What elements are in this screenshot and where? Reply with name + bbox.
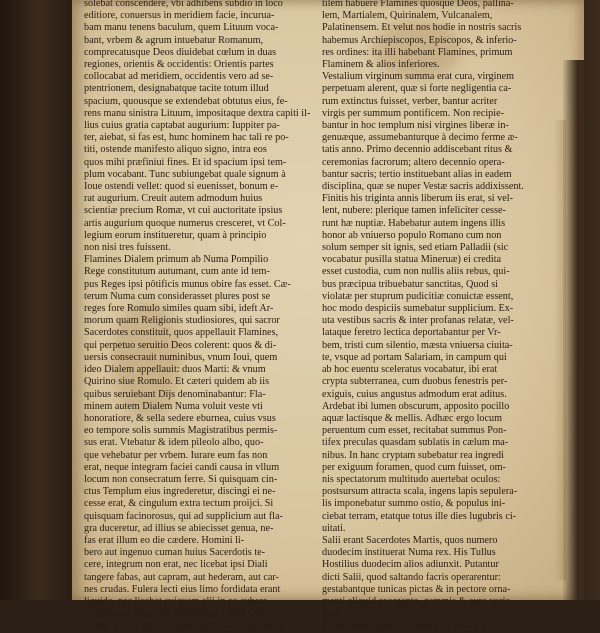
- text-line: cere, integrum non erat, nec licebat ipsi Diali: [84, 559, 268, 571]
- text-line: locum non consecratum ferre. Si quisquam cin-: [84, 473, 278, 485]
- text-line: Palatinensem. Et velut nos hodie in nostris sacris: [322, 22, 522, 34]
- text-line: Salii erant Sacerdotes Martis, quos numero: [322, 534, 498, 546]
- text-line: Sacerdotes constituit, quos appellauit Flamines,: [84, 327, 279, 339]
- text-line: disciplina, quæ se nuper Vestæ sacris addixissent.: [322, 181, 524, 193]
- text-line: collocabat ad meridiem, occidentis vero ad se-: [84, 71, 274, 83]
- text-line: quisquam facinorosus, qui ad supplicium aut fla-: [84, 510, 283, 522]
- text-line: te, vsque ad portam Salariam, in campum qui: [322, 351, 507, 363]
- text-line: lis sub arbore terram condi oportebat, impositi fi-: [84, 620, 285, 632]
- text-line: violatæ per stuprum pudicitiæ conuictæ essent,: [322, 290, 514, 302]
- text-line: regiones, orientis & occidentis: Orientis partes: [84, 59, 274, 71]
- text-line: liquido, nec licebat cuiquam alii in eo cubare.: [84, 595, 270, 607]
- text-line: gra duceretur, ad illius se abiecisset genua, ne-: [84, 522, 274, 534]
- text-line: esset custodia, cum non nullis aliis rebus, qui-: [322, 266, 510, 278]
- text-line: titi, ostende manifesto aliquo signo, intra eos: [84, 144, 267, 156]
- text-line: rens manu sinistra Lituum, impositaque dextra capiti il-: [84, 107, 311, 119]
- text-line: plum vocabant. Tunc subiungebat quale signum à: [84, 168, 286, 180]
- text-column-left: [84, 0, 316, 632]
- text-line: Ioue ostendi vellet: quod si euenisset, bonum e-: [84, 181, 279, 193]
- text-line: virgis per summum pontificem. Non recipie-: [322, 107, 505, 119]
- text-line: bem, tristi cum silentio, mæsta vniuersa ciuita-: [322, 339, 513, 351]
- text-line: postsursum attracta scala, ingens lapis sepulera-: [322, 486, 518, 498]
- text-line: artis augurium quoque numerus cresceret, vt Col-: [84, 217, 286, 229]
- text-line: genuæque, assumebanturque à decimo ferme æ-: [322, 132, 518, 144]
- text-line: morum quam Religionis studiosiores, qui sacror: [84, 315, 280, 327]
- text-line: Rege constitutum autumant, cum ante id tem-: [84, 266, 270, 278]
- text-line: gestabantque tunicas pictas & in pectore orna-: [322, 583, 511, 595]
- text-line: tilem habuere Flamines quosque Deos, pallina-: [322, 0, 514, 9]
- text-line: tatis anno. Primo decennio addiscebant ritus &: [322, 144, 513, 156]
- text-line: Finitis his triginta annis liberum iis erat, si vel-: [322, 193, 513, 205]
- torn-page-edge: [562, 60, 584, 600]
- text-line: lem, Martialem, Quirinalem, Vulcanalem,: [322, 10, 493, 22]
- text-line: nes crudas. Fulera lecti eius limo fordidata erant: [84, 583, 281, 595]
- text-line: bantur in hoc templum nisi virgines liberæ in-: [322, 120, 509, 132]
- text-line: ceremonias facrorum; altero decennio opera-: [322, 156, 505, 168]
- text-line: comprecatusque Deos diuidebat cœlum in duas: [84, 46, 277, 58]
- text-line: rat augurium. Creuit autem admodum huius: [84, 193, 263, 205]
- text-line: bant, vrbem & agrum intuebatur Romanum,: [84, 34, 264, 46]
- text-line: uitati.: [322, 522, 346, 534]
- text-line: aquæ lactisque & mellis. Adhæc ergo locum: [322, 412, 503, 424]
- text-line: ptentrionem, designabatque tacite totum illud: [84, 83, 269, 95]
- text-line: honor ab vniuerso populo Romano cum non: [322, 229, 502, 241]
- text-line: gato.: [322, 608, 343, 620]
- text-line: rum extinctus fuisset, verber, bantur acriter: [322, 95, 498, 107]
- text-line: reges fore Romulo similes quam sibi, ideft Ar-: [84, 303, 274, 315]
- text-line: nibus. In hanc cryptam subebatur rea ingredi: [322, 449, 504, 461]
- text-line: per exiguum foramen, quod cum fuisset, om-: [322, 461, 506, 473]
- text-line: erat, neque integram faciei candi causa in vllum: [84, 461, 280, 473]
- text-line: bero aut ingenuo cuman huius Sacerdotis te-: [84, 547, 266, 559]
- text-line: nis spectatorum multitudo auertebat oculos:: [322, 473, 501, 485]
- text-line: Primis annis nonnisi quatuor ex ordine Pon-: [322, 620, 502, 632]
- text-line: ideo Dialem appellauit: duos Marti: & vnum: [84, 364, 266, 376]
- text-line: solum semper sit ignis, sed etiam Palladii (sic: [322, 242, 509, 254]
- text-line: ciebat terram, etatque totus ille dies lugubris ci-: [322, 510, 517, 522]
- text-line: spacium, quousque se extendebat obtutus eius, fe-: [84, 95, 288, 107]
- text-line: lent, nubere: plerique tamen infeliciter cesse-: [322, 205, 506, 217]
- text-line: tangere fabas, aut capram, aut hederam, aut car-: [84, 571, 279, 583]
- text-line: honoratiore, & sella sedere eburnea, cuius vsus: [84, 412, 276, 424]
- text-line: Vngularum segmenta abrasosque crines Dia-: [84, 608, 267, 620]
- text-line: solebat conscendere, vbi adhibens subdio in loco: [84, 0, 283, 9]
- text-line: peruentum cum esset, recitabat summus Pon-: [322, 425, 507, 437]
- text-line: Hostilius duodecim alios adiunxit. Putantur: [322, 559, 499, 571]
- text-line: sus erat. Vtebatur & idem pileolo albo, quo-: [84, 437, 264, 449]
- text-line: Quirino siue Romulo. Et cæteri quidem ab iis: [84, 376, 270, 388]
- text-line: terum Numa cum considerasset plures post se: [84, 290, 271, 302]
- text-line: dicti Salii, quod saltando facris operarentur:: [322, 571, 501, 583]
- text-line: Flamines Dialem primum ab Numa Pompilio: [84, 254, 269, 266]
- text-line: bantur sacris; tertio instituebant alias in eadem: [322, 168, 512, 180]
- text-line: pus Reges ipsi pôtificis munus obire fas esset. Cæ-: [84, 278, 291, 290]
- text-line: exiguis, cuius angustus admodum erat aditus.: [322, 388, 507, 400]
- book-page: [72, 0, 584, 632]
- text-line: perpetuam alerent, quæ si forte negligentia ca-: [322, 83, 512, 95]
- text-line: duodecim instituerat Numa rex. His Tullus: [322, 547, 496, 559]
- text-line: quibus seruiebant Dijs denominabantur: Fla-: [84, 388, 266, 400]
- text-line: minem autem Dialem Numa voluit veste vti: [84, 400, 263, 412]
- text-line: legium eorum institueretur, quam à principio: [84, 229, 267, 241]
- text-line: uta vestibus sacris & inter profanas relatæ, vel-: [322, 315, 514, 327]
- text-line: quos mihi præfiniui fines. Et id spacium ipsi tem-: [84, 156, 287, 168]
- text-line: bus præcipua tribuebatur sanctitas, Quod si: [322, 278, 498, 290]
- text-line: bam manu tenens baculum, quem Lituum voca-: [84, 22, 279, 34]
- text-line: vocabatur pusilla statua Mineruæ) ei credita: [322, 254, 502, 266]
- text-line: editiore, conuersus in meridiem facie, incurua-: [84, 10, 275, 22]
- text-line: cesse erat, & cingulum extra tectum proijci. Si: [84, 498, 274, 510]
- text-line: res ordines: ita illi habebant Flamines, primum: [322, 46, 513, 58]
- text-line: lis imponebatur summo ostio, & populus ini-: [322, 498, 506, 510]
- text-line: qui perpetuo seruitio Deos colerent: quos & di-: [84, 339, 277, 351]
- text-line: Ardebat ibi lumen obscurum, apposito pocillo: [322, 400, 510, 412]
- text-line: tifex preculas quasdam sublatis in cælum ma-: [322, 437, 509, 449]
- text-line: lataque feretro lectica deportabantur per Vr-: [322, 327, 501, 339]
- text-line: hoc modo despiciis sumebatur supplicium. Ex-: [322, 303, 514, 315]
- text-line: fas erat illum eo die cædere. Homini li-: [84, 534, 245, 546]
- text-line: ter, aiebat, si fas est, hunc hominem hac tali re po-: [84, 132, 289, 144]
- text-line: ctus Templum eius ingrederetur, discingi ei ne-: [84, 486, 276, 498]
- text-line: runt hæ nuptiæ. Habebatur autem ingens illis: [322, 217, 506, 229]
- text-line: non nisi tres fuissent.: [84, 242, 171, 254]
- text-line: Flaminem & alios inferiores.: [322, 59, 440, 71]
- text-line: uersis consecrauit numinibus, vnum Ioui, quem: [84, 351, 278, 363]
- text-line: crypta subterranea, cum duobus fenestris per-: [322, 376, 508, 388]
- text-line: menti aliquid exargento, gemmis & auro varie-: [322, 595, 514, 607]
- text-line: habemus Archiepiscopos, Episcopos, & inferio-: [322, 34, 517, 46]
- text-line: lius cuius gratia captabat augurium: Iuppiter pa-: [84, 120, 280, 132]
- text-line: Vestalium virginum summa erat cura, virginem: [322, 71, 515, 83]
- text-line: ab hoc euentu sceleratus vocabatur, ibi erat: [322, 364, 498, 376]
- text-column-right: [322, 0, 554, 632]
- text-line: que vehebatur per vrbem. Iurare eum fas non: [84, 449, 268, 461]
- text-line: scientiæ precium Romæ, vt cui auctoritate ipsius: [84, 205, 283, 217]
- text-line: eo tempore solis summis Magistratibus permis-: [84, 425, 278, 437]
